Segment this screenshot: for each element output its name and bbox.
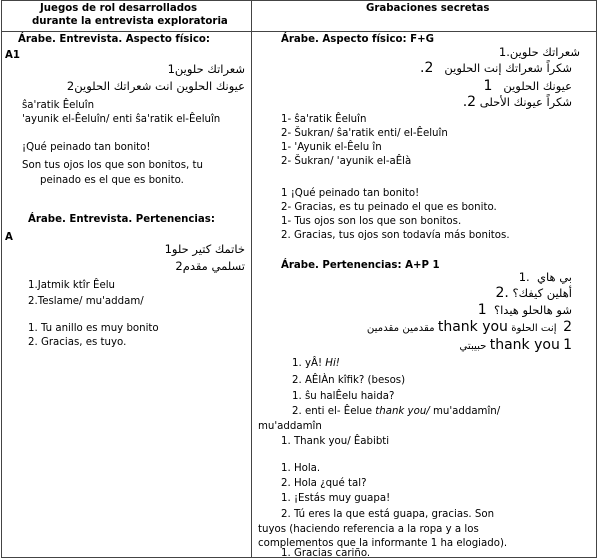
right-s2-translit-line2: 2. AÊlÀn kîfik? (besos) bbox=[292, 375, 406, 386]
right-arabic-line2: شكراً شعراتك إنت الحلوين 2. bbox=[420, 60, 572, 76]
right-section1-title: Árabe. Aspecto físico: F+G bbox=[281, 34, 435, 45]
right-translit-line4: 2- Šukran/ 'ayunik el-aÊlà bbox=[281, 156, 412, 167]
right-translit-line3: 1- 'Ayunik el-Êelu în bbox=[281, 142, 382, 153]
left-s2-translit-line1: 1.Jatmik ktîr Êelu bbox=[28, 280, 115, 291]
right-s2-translit-line5: 1. Thank you/ Êabibti bbox=[281, 436, 390, 447]
right-spanish-line4: 2. Gracias, tus ojos son todavía más bonitos. bbox=[281, 230, 510, 241]
left-translit-line2: 'ayunik el-Êeluîn/ enti ŝa'ratik el-Êeluîn bbox=[22, 114, 221, 125]
left-section1-title: Árabe. Entrevista. Aspecto físico: bbox=[18, 34, 210, 45]
left-spanish-line2a: Son tus ojos los que son bonitos, tu bbox=[22, 160, 203, 171]
left-section1-label: A1 bbox=[5, 50, 20, 61]
right-s2-translit-line4: 2. enti el- Êelue thank you/ mu'addamîn/ bbox=[292, 406, 501, 417]
right-translit-line2: 2- Šukran/ ŝa'ratik enti/ el-Êeluîn bbox=[281, 128, 448, 139]
header-left-line1: Juegos de rol desarrollados bbox=[40, 3, 198, 14]
right-s2-arabic-line2: أهلين كيفك؟ .2 bbox=[495, 285, 572, 301]
right-s2-translit-line4b: mu'addamîn bbox=[258, 421, 322, 432]
left-arabic-line2: عيونك الحلوين انت شعراتك الحلوين2 bbox=[66, 79, 245, 93]
right-s2-spanish-line4a: 2. Tú eres la que está guapa, gracias. Son bbox=[281, 509, 495, 520]
right-s2-spanish-line2: 2. Hola ¿qué tal? bbox=[281, 478, 367, 489]
right-section2-title: Árabe. Pertenencias: A+P 1 bbox=[281, 260, 440, 271]
left-s2-arabic-line2: تسلمي مقدم2 bbox=[175, 259, 245, 273]
right-s2-arabic-line1: بي هاي .1 bbox=[518, 270, 572, 284]
header-right: Grabaciones secretas bbox=[366, 3, 490, 14]
right-translit-line1: 1- ŝa'ratik Êeluîn bbox=[281, 114, 367, 125]
right-arabic-line1: شعراتك حلوين.1 bbox=[498, 45, 580, 59]
left-s2-spanish-line1: 1. Tu anillo es muy bonito bbox=[28, 323, 159, 334]
right-s2-spanish-line3: 1. ¡Estás muy guapa! bbox=[281, 493, 391, 504]
right-spanish-line2: 2- Gracias, es tu peinado el que es bonito. bbox=[281, 202, 497, 213]
left-arabic-line1: شعراتك حلوين1 bbox=[167, 62, 245, 76]
left-s2-spanish-line2: 2. Gracias, es tuyo. bbox=[28, 337, 127, 348]
left-spanish-line2b: peinado es el que es bonito. bbox=[40, 175, 184, 186]
header-left-line2: durante la entrevista exploratoria bbox=[32, 16, 228, 27]
right-s2-arabic-line5: 1 thank you حبيبتي bbox=[459, 337, 572, 353]
right-spanish-line3: 1- Tus ojos son los que son bonitos. bbox=[281, 216, 462, 227]
right-arabic-line3: عيونك الحلوين 1 bbox=[483, 78, 572, 94]
right-s2-spanish-line4c: complementos que la informante 1 ha elogiado). bbox=[258, 538, 508, 549]
left-translit-line1: ŝa'ratik Êeluîn bbox=[22, 100, 95, 111]
right-s2-translit-line1: 1. yÂ! Hi! bbox=[292, 358, 340, 369]
right-s2-arabic-line4: 2 إنت الحلوة thank you مقدمين مقدمين bbox=[366, 319, 572, 335]
left-section2-label: A bbox=[5, 232, 13, 243]
right-s2-spanish-line1: 1. Hola. bbox=[281, 463, 321, 474]
left-s2-translit-line2: 2.Teslame/ mu'addam/ bbox=[28, 296, 144, 307]
header-divider bbox=[1, 31, 597, 32]
column-divider bbox=[251, 0, 252, 558]
right-s2-arabic-line3: شو هالحلو هيدا؟ 1 bbox=[477, 302, 572, 318]
right-s2-translit-line3: 1. ŝu halÊelu haida? bbox=[292, 391, 395, 402]
left-section2-title: Árabe. Entrevista. Pertenencias: bbox=[28, 214, 215, 225]
right-arabic-line4: شكراً عيونك الأحلى 2. bbox=[462, 94, 572, 110]
right-spanish-line1: 1 ¡Qué peinado tan bonito! bbox=[281, 188, 420, 199]
right-s2-spanish-line4b: tuyos (haciendo referencia a la ropa y a los bbox=[258, 524, 479, 535]
right-s2-spanish-line5: 1. Gracias cariño. bbox=[281, 548, 371, 559]
left-spanish-line1: ¡Qué peinado tan bonito! bbox=[22, 142, 151, 153]
left-s2-arabic-line1: خاتمك كتير حلو1 bbox=[164, 242, 245, 256]
